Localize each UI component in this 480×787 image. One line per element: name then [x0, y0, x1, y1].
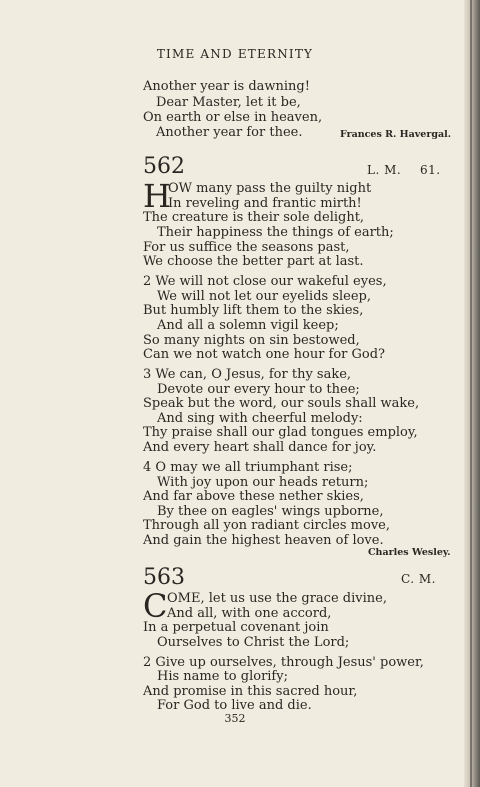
- hymn-562-line-2: In reveling and frantic mirth!: [168, 196, 362, 211]
- page-edge: [464, 0, 480, 787]
- running-head: TIME AND ETERNITY: [156, 47, 314, 61]
- prev-hymn-line-2: Dear Master, let it be,: [156, 95, 301, 110]
- hymn-562-author: Charles Wesley.: [368, 547, 451, 558]
- hymn-562-s3-line-3: Speak but the word, our souls shall wake,: [143, 396, 420, 411]
- hymn-563-s2-line-1: 2 Give up ourselves, through Jesus' power,: [143, 655, 424, 670]
- hymn-562-line-6: We choose the better part at last.: [143, 254, 364, 269]
- hymn-number-562: 562: [143, 154, 185, 179]
- hymn-563-meter: C. M.: [401, 572, 436, 586]
- hymn-562-s3-line-6: And every heart shall dance for joy.: [143, 440, 377, 455]
- hymn-563-line-1: OME, let us use the grace divine,: [167, 591, 387, 606]
- hymn-number-563: 563: [143, 565, 185, 590]
- hymn-562-s3-line-2: Devote our every hour to thee;: [157, 382, 360, 397]
- hymn-562-s4-line-1: 4 O may we all triumphant rise;: [143, 460, 353, 475]
- hymn-563-s2-line-3: And promise in this sacred hour,: [143, 684, 358, 699]
- hymn-562-line-4: Their happiness the things of earth;: [157, 225, 394, 240]
- prev-hymn-author: Frances R. Havergal.: [340, 129, 452, 140]
- hymn-562-s4-line-2: With joy upon our heads return;: [157, 475, 369, 490]
- hymn-562-s3-line-4: And sing with cheerful melody:: [157, 411, 363, 426]
- hymn-562-s2-line-5: So many nights on sin bestowed,: [143, 333, 360, 348]
- binding-line: [470, 0, 472, 787]
- hymn-563-line-4: Ourselves to Christ the Lord;: [157, 635, 350, 650]
- hymn-563-s2-line-2: His name to glorify;: [157, 669, 288, 684]
- hymn-562-dropcap: H: [143, 177, 171, 215]
- hymn-562-s4-line-4: By thee on eagles' wings upborne,: [157, 504, 384, 519]
- hymn-562-line-5: For us suffice the seasons past,: [143, 240, 350, 255]
- prev-hymn-line-1: Another year is dawning!: [143, 79, 310, 94]
- hymn-562-line-1: OW many pass the guilty night: [168, 181, 372, 196]
- hymn-562-s2-line-4: And all a solemn vigil keep;: [157, 318, 339, 333]
- hymn-563-line-2: And all, with one accord,: [167, 606, 332, 621]
- hymn-563-dropcap: C: [143, 587, 168, 625]
- prev-hymn-line-3: On earth or else in heaven,: [143, 110, 323, 125]
- hymn-562-s4-line-3: And far above these nether skies,: [143, 489, 364, 504]
- prev-hymn-line-4: Another year for thee.: [156, 125, 303, 140]
- page-number: 352: [224, 712, 246, 725]
- hymn-562-s2-line-3: But humbly lift them to the skies,: [143, 303, 364, 318]
- hymn-562-s3-line-5: Thy praise shall our glad tongues employ,: [143, 425, 418, 440]
- hymn-562-s2-line-2: We will not let our eyelids sleep,: [157, 289, 372, 304]
- hymn-562-meter: L. M.: [367, 163, 402, 177]
- hymn-562-s3-line-1: 3 We can, O Jesus, for thy sake,: [143, 367, 352, 382]
- hymn-562-s4-line-5: Through all yon radiant circles move,: [143, 518, 390, 533]
- hymn-563-line-3: In a perpetual covenant join: [143, 620, 329, 635]
- hymn-562-s2-line-6: Can we not watch one hour for God?: [143, 347, 386, 362]
- hymn-562-s4-line-6: And gain the highest heaven of love.: [143, 533, 384, 548]
- hymn-562-s2-line-1: 2 We will not close our wakeful eyes,: [143, 274, 387, 289]
- hymn-562-line-3: The creature is their sole delight,: [143, 210, 365, 225]
- hymn-563-s2-line-4: For God to live and die.: [157, 698, 312, 713]
- hymn-562-meter-number: 61.: [420, 163, 441, 177]
